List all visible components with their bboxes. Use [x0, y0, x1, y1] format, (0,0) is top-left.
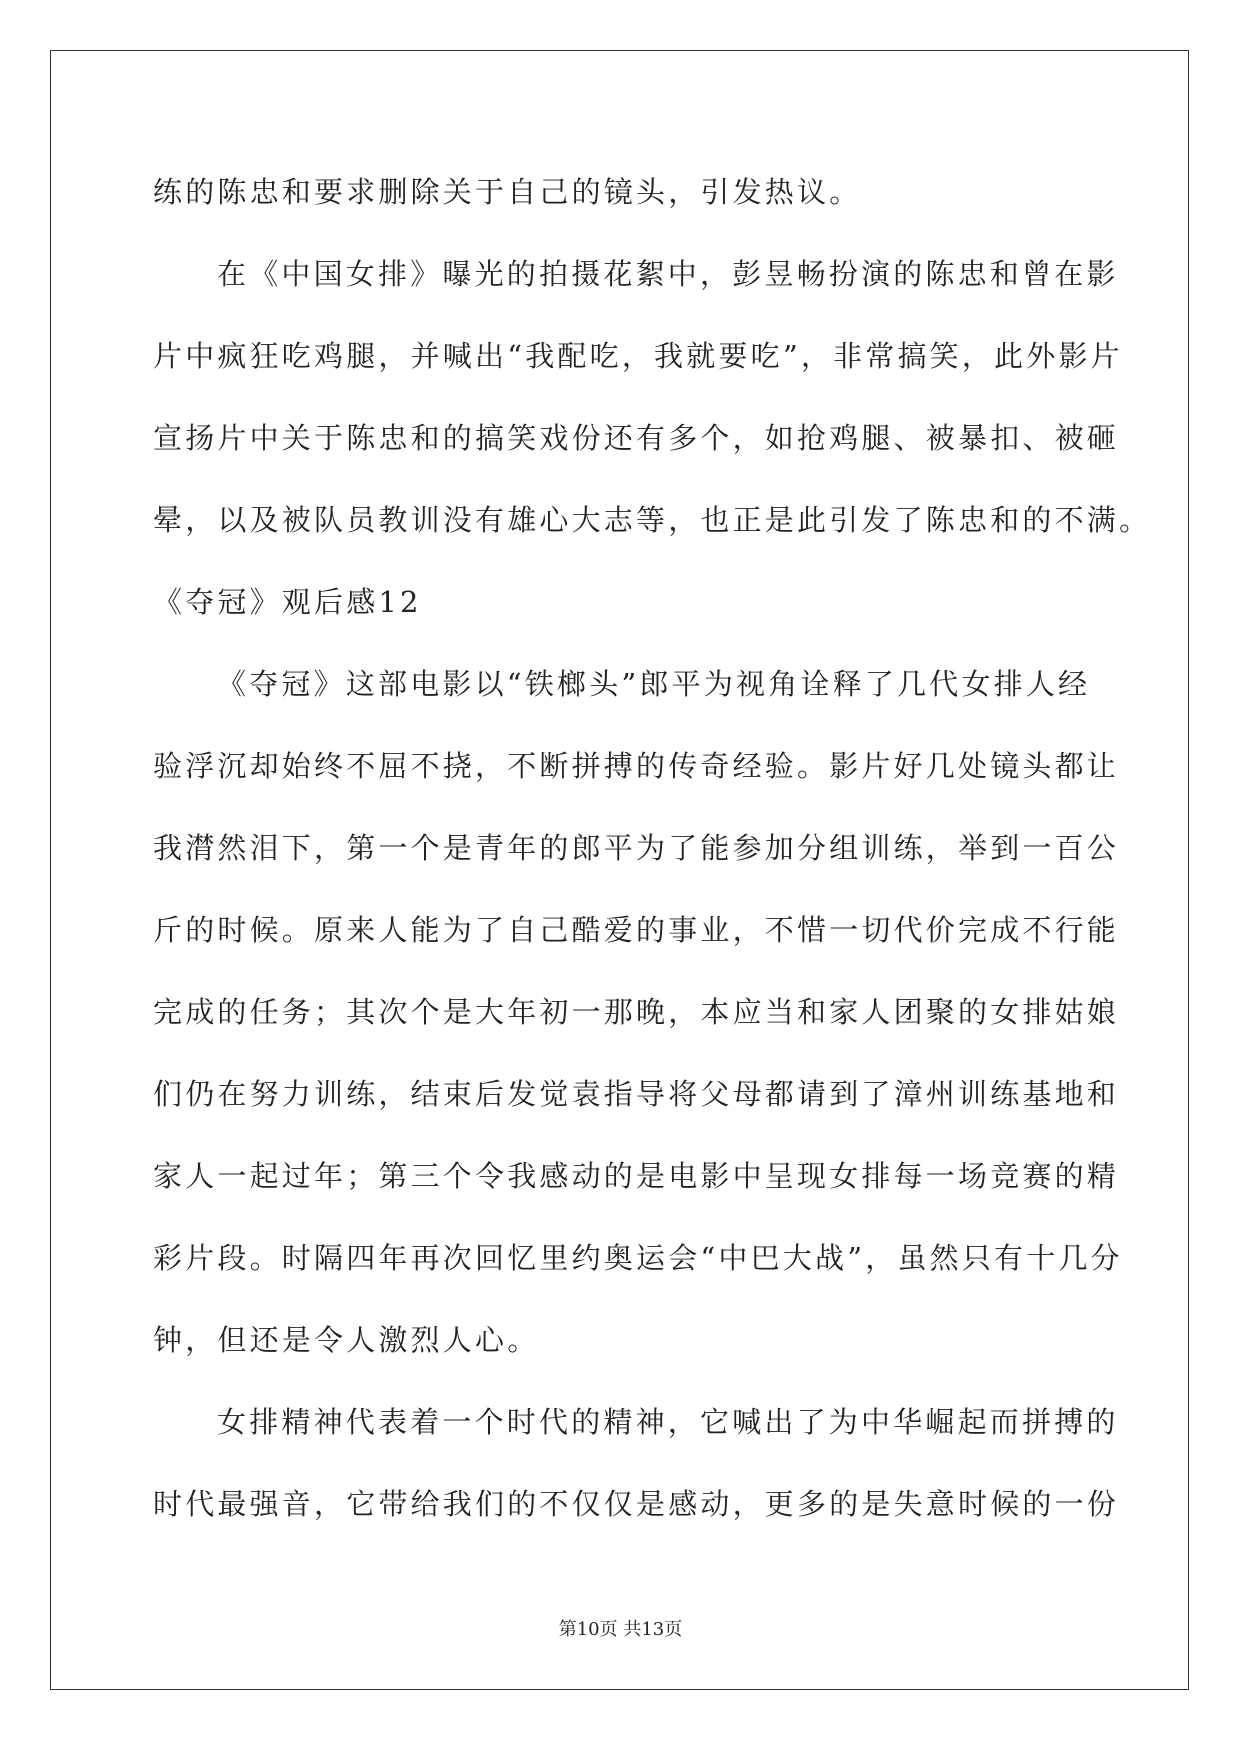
text-line: 彩片段。时隔四年再次回忆里约奥运会“中巴大战”，虽然只有十几分 — [153, 1241, 1123, 1275]
text-line: 片中疯狂吃鸡腿，并喊出“我配吃，我就要吃”，非常搞笑，此外影片 — [153, 339, 1123, 373]
text-line: 完成的任务；其次个是大年初一那晚，本应当和家人团聚的女排姑娘 — [153, 995, 1120, 1029]
text-line: 验浮沉却始终不屈不挠，不断拼搏的传奇经验。影片好几处镜头都让 — [153, 749, 1120, 783]
text-line: 时代最强音，它带给我们的不仅仅是感动，更多的是失意时候的一份 — [153, 1487, 1120, 1521]
text-line: 家人一起过年；第三个令我感动的是电影中呈现女排每一场竞赛的精 — [153, 1159, 1120, 1193]
text-line: 斤的时候。原来人能为了自己酷爱的事业，不惜一切代价完成不行能 — [153, 913, 1120, 947]
document-body — [153, 158, 1152, 1552]
text-line: 晕，以及被队员教训没有雄心大志等，也正是此引发了陈忠和的不满。 — [153, 503, 1152, 537]
text-line: 钟，但还是令人激烈人心。 — [153, 1323, 540, 1357]
text-line: 们仍在努力训练，结束后发觉袁指导将父母都请到了漳州训练基地和 — [153, 1077, 1120, 1111]
page-number-footer: 第10页 共13页 — [558, 1619, 683, 1640]
text-line: 女排精神代表着一个时代的精神，它喊出了为中华崛起而拼搏的 — [217, 1405, 1119, 1439]
text-line: 我潸然泪下，第一个是青年的郎平为了能参加分组训练，举到一百公 — [153, 831, 1120, 865]
text-line: 《夺冠》这部电影以“铁榔头”郎平为视角诠释了几代女排人经 — [217, 667, 1091, 701]
paragraph-1 — [153, 158, 1093, 240]
paragraph-2 — [153, 240, 1152, 568]
text-line: 练的陈忠和要求删除关于自己的镜头，引发热议。 — [153, 175, 862, 209]
paragraph-3 — [153, 650, 1123, 1388]
section-heading: 《夺冠》观后感12 — [153, 585, 422, 619]
text-line: 宣扬片中关于陈忠和的搞笑戏份还有多个，如抢鸡腿、被暴扣、被砸 — [153, 421, 1120, 455]
paragraph-4 — [153, 1388, 1120, 1552]
text-line: 在《中国女排》曝光的拍摄花絮中，彭昱畅扮演的陈忠和曾在影 — [217, 257, 1119, 291]
